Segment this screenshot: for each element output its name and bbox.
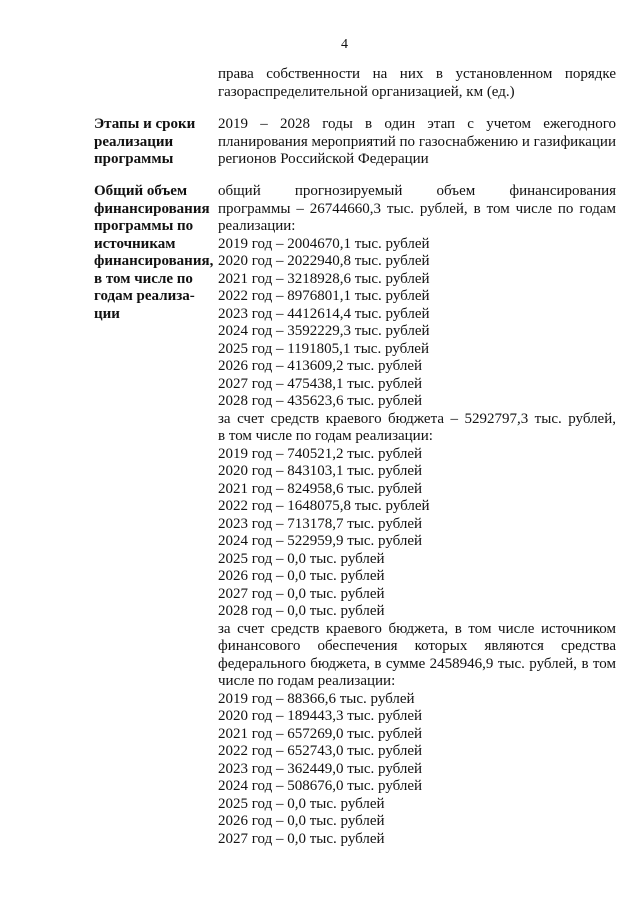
financing-label-line: источникам	[94, 235, 176, 252]
total-year-line: 2023 год – 4412614,4 тыс. рублей	[218, 305, 430, 322]
stages-content-line: 2019 – 2028 годы в один этап с учетом ежегодного	[218, 116, 616, 132]
stages-content-line: регионов Российской Федерации	[218, 151, 429, 167]
regional-year-line: 2024 год – 522959,9 тыс. рублей	[218, 533, 423, 549]
federal-year-line: 2021 год – 657269,0 тыс. рублей	[218, 725, 423, 742]
regional-intro-line: за счет средств краевого бюджета – 5292797,3 тыс. рублей,	[218, 410, 616, 427]
total-year-line: 2020 год – 2022940,8 тыс. рублей	[218, 253, 430, 269]
continuation-line: газораспределительной организацией, км (ед.)	[218, 83, 515, 100]
financing-label-line: финансирования,	[94, 253, 214, 269]
regional-year-line: 2022 год – 1648075,8 тыс. рублей	[218, 498, 430, 514]
regional-intro-line: в том числе по годам реализации:	[218, 428, 433, 444]
financing-label-line: в том числе по	[94, 270, 193, 287]
total-intro-line: программы – 26744660,3 тыс. рублей, в том числе по годам	[218, 200, 616, 217]
total-year-line: 2027 год – 475438,1 тыс. рублей	[218, 375, 423, 392]
total-year-line: 2019 год – 2004670,1 тыс. рублей	[218, 235, 430, 252]
financing-label-line: программы по	[94, 218, 194, 234]
financing-label-line: Общий объем	[94, 183, 188, 199]
financing-label-line: ции	[94, 305, 120, 322]
federal-year-line: 2024 год – 508676,0 тыс. рублей	[218, 778, 423, 794]
stages-label-line: Этапы и сроки	[94, 116, 196, 132]
total-intro-line: общий прогнозируемый объем финансирования	[218, 183, 616, 199]
financing-content	[218, 183, 616, 848]
federal-intro-line: федерального бюджета, в сумме 2458946,9 тыс. рублей, в том	[218, 655, 616, 672]
stages-label	[94, 116, 216, 169]
federal-year-line: 2023 год – 362449,0 тыс. рублей	[218, 760, 423, 777]
regional-year-line: 2020 год – 843103,1 тыс. рублей	[218, 463, 423, 479]
federal-intro-line: числе по годам реализации:	[218, 673, 396, 689]
federal-intro-line: за счет средств краевого бюджета, в том числе источником	[218, 620, 616, 637]
regional-year-line: 2023 год – 713178,7 тыс. рублей	[218, 515, 423, 532]
total-year-line: 2026 год – 413609,2 тыс. рублей	[218, 358, 423, 374]
continuation-text	[218, 66, 616, 101]
regional-year-line: 2025 год – 0,0 тыс. рублей	[218, 550, 385, 567]
federal-year-line: 2020 год – 189443,3 тыс. рублей	[218, 708, 423, 724]
total-year-line: 2021 год – 3218928,6 тыс. рублей	[218, 270, 430, 287]
total-year-line: 2022 год – 8976801,1 тыс. рублей	[218, 288, 430, 304]
regional-year-line: 2021 год – 824958,6 тыс. рублей	[218, 480, 423, 497]
federal-year-line: 2025 год – 0,0 тыс. рублей	[218, 795, 385, 812]
federal-year-line: 2019 год – 88366,6 тыс. рублей	[218, 690, 415, 707]
federal-year-line: 2027 год – 0,0 тыс. рублей	[218, 830, 385, 847]
financing-label	[94, 183, 216, 323]
stages-label-line: реализации	[94, 133, 174, 150]
regional-year-line: 2019 год – 740521,2 тыс. рублей	[218, 445, 423, 462]
federal-year-line: 2026 год – 0,0 тыс. рублей	[218, 813, 385, 829]
financing-label-line: годам реализа-	[94, 288, 195, 304]
stages-content	[218, 116, 616, 169]
total-intro-line: реализации:	[218, 218, 296, 234]
regional-year-line: 2028 год – 0,0 тыс. рублей	[218, 603, 385, 619]
regional-year-line: 2027 год – 0,0 тыс. рублей	[218, 585, 385, 602]
stages-label-line: программы	[94, 151, 174, 167]
financing-label-line: финансирования	[94, 200, 210, 217]
total-year-line: 2024 год – 3592229,3 тыс. рублей	[218, 323, 430, 339]
total-year-line: 2025 год – 1191805,1 тыс. рублей	[218, 340, 429, 357]
regional-year-line: 2026 год – 0,0 тыс. рублей	[218, 568, 385, 584]
stages-content-line: планирования мероприятий по газоснабжению и газификации	[218, 133, 616, 150]
page-number: 4	[341, 37, 348, 52]
federal-year-line: 2022 год – 652743,0 тыс. рублей	[218, 743, 423, 759]
total-year-line: 2028 год – 435623,6 тыс. рублей	[218, 393, 423, 409]
continuation-line: права собственности на них в установленном порядке	[218, 66, 616, 82]
federal-intro-line: финансового обеспечения которых являются средства	[218, 638, 616, 654]
